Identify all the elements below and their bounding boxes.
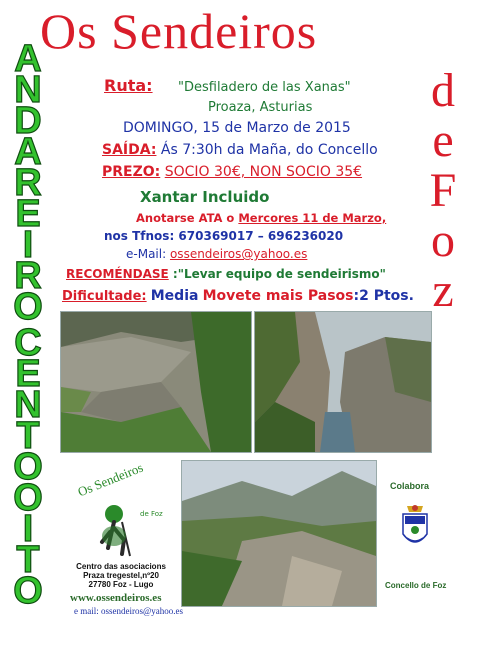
footer-email[interactable]: e mail: ossendeiros@yahoo.es (74, 606, 184, 616)
route-place: Proaza, Asturias (208, 100, 313, 115)
council-coat-of-arms (399, 502, 431, 552)
side-banner-andareiro: A N D A R E I R O (13, 38, 43, 328)
side-title: d e F o z (429, 64, 457, 317)
valley-view-image (182, 461, 376, 606)
departure-row: SAÍDA: Ás 7:30h da Maña, do Concello (102, 142, 378, 158)
difficulty-row: Dificultade: Media Movete mais Pasos:2 Ptos. (62, 288, 414, 304)
logo-arc-small: de Foz (140, 510, 163, 518)
phones-row: nos Tfnos: 670369017 – 696236020 (104, 229, 344, 243)
signup-row: Anotarse ATA o Mercores 11 de Marzo, (136, 211, 387, 225)
council-name: Concello de Foz (385, 581, 447, 590)
email-link[interactable]: ossendeiros@yahoo.es (169, 247, 308, 261)
coat-of-arms-icon (399, 502, 431, 552)
website-link[interactable]: www.ossendeiros.es (70, 592, 162, 604)
recommend-row: RECOMÉNDASE :"Levar equipo de sendeirismo" (66, 267, 386, 281)
photo-valley-view (181, 460, 377, 607)
canyon-walkway-image (61, 312, 251, 452)
email-row: e-Mail: ossendeiros@yahoo.es (126, 247, 308, 261)
club-logo (62, 459, 172, 562)
association-address: Centro das asociacions Praza tregestel,nº20 27780 Foz - Lugo (76, 562, 166, 589)
poster-title: Os Sendeiros (40, 3, 318, 59)
meal-info: Xantar Incluido (140, 188, 270, 206)
logo-arc-text: Os Sendeiros (75, 459, 146, 500)
side-banner-cento-oito: C E N T O O I T O (13, 322, 43, 612)
gorge-river-image (255, 312, 431, 452)
photo-canyon-walkway (60, 311, 252, 453)
price-row: PREZO: SOCIO 30€, NON SOCIO 35€ (102, 164, 363, 180)
collab-label: Colabora (390, 481, 430, 491)
photo-gorge-river (254, 311, 432, 453)
route-label: Ruta: (104, 76, 153, 95)
route-date: DOMINGO, 15 de Marzo de 2015 (123, 120, 351, 136)
route-name: "Desfiladero de las Xanas" (178, 80, 351, 95)
